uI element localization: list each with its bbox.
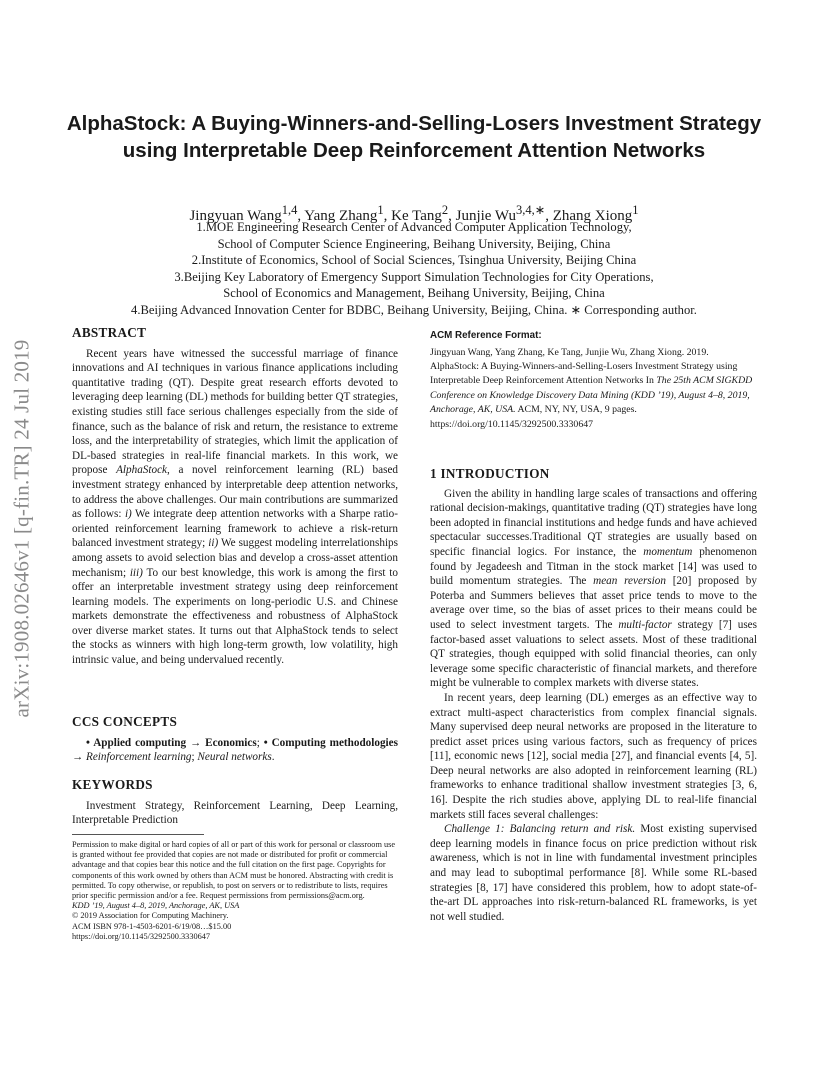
copyright-line: © 2019 Association for Computing Machinery.: [72, 911, 229, 921]
footnote-rule: [72, 834, 204, 835]
abstract-text: Recent years have witnessed the successful marriage of finance innovations and AI techniques in various finance applications including quantitative trading (QT). Despite great research efforts devoted to leveraging deep learning (DL) methods for building better QT strategies, existing studies still face serious challenges especially from the side of finance, such as the balance of risk and return, the resistance to extreme loss, and the interpretability of strategies, which limit the application of DL-based strategies in real-life financial markets. In this work, we propose AlphaStock, a novel reinforcement learning (RL) based investment strategy enhanced by interpretable deep attention networks, to address the above challenges. Our main contributions are summarized as follows: i) We integrate deep attention networks with a Sharpe ratio-oriented reinforcement learning framework to achieve a risk-return balanced investment strategy; ii) We suggest modeling interrelationships among assets to avoid selection bias and develop a cross-asset attention mechanism; iii) To our best knowledge, this work is among the first to offer an interpretable investment strategy using deep reinforcement learning models. The experiments on long-periodic U.S. and Chinese markets demonstrate the effectiveness and robustness of AlphaStock over diverse market states. It turns out that AlphaStock tends to select the stocks as winners with high long-term growth, low volatility, high intrinsic value, and being undervalued recently.: [72, 347, 399, 667]
abstract-heading: ABSTRACT: [72, 325, 147, 340]
introduction-heading: 1 INTRODUCTION: [430, 466, 550, 481]
author: Jingyuan Wang$^{1,4}$,: [189, 203, 305, 224]
keywords-heading: KEYWORDS: [72, 777, 153, 792]
keywords-text: Investment Strategy, Reinforcement Learning, Deep Learning, Interpretable Prediction: [72, 799, 398, 827]
intro-paragraph: In recent years, deep learning (DL) emerges as an effective way to extract multi-aspect characteristics from complex financial signals. Many supervised deep neural networks are proposed in the literature to predict asset prices using various factors, such as frequency of prices [11], economic news [12], social media [27], and financial events [4, 5]. Deep neural networks are also adopted in reinforcement learning (RL) frameworks to enhance traditional shallow investment strategies [3, 6, 16]. Despite the rich studies above, applying DL to real-life financial markets still faces several challenges:: [430, 691, 757, 821]
affiliation-list: [60, 219, 768, 318]
affiliation-line: 4.Beijing Advanced Innovation Center for BDBC, Beihang University, Beijing, China. ∗ Corresponding author.: [131, 302, 697, 317]
doi-line: https://doi.org/10.1145/3292500.3330647: [72, 931, 211, 941]
author: Ke Tang$^2$,: [391, 203, 456, 224]
permission-block: [72, 834, 398, 942]
arxiv-identifier: arXiv:1908.02646v1 [q-fin.TR] 24 Jul 2019: [9, 339, 34, 718]
abstract-section: [72, 326, 398, 668]
acm-reference-heading: ACM Reference Format:: [430, 330, 542, 341]
permission-text: Permission to make digital or hard copies of all or part of this work for personal or classroom use is granted without fee provided that copies are not made or distributed for profit or commercial advantage and that copies bear this notice and the full citation on the first page. Copyrights for components of this work owned by others than ACM must be honored. Abstracting with credit is permitted. To copy otherwise, or republish, to post on servers or to redistribute to lists, requires prior specific permission and/or a fee. Request permissions from permissions@acm.org.: [72, 840, 396, 901]
intro-paragraph: Challenge 1: Balancing return and risk. Most existing supervised deep learning models in finance focus on price prediction without risk awareness, which is not in line with fundamental investment principles and may lead to suboptimal performance [8]. While some RL-based strategies [8, 17] have considered this problem, how to adopt state-of-the-art DL approaches into risk-return-balanced RL frameworks, is yet not well studied.: [430, 823, 758, 923]
intro-paragraph: Given the ability in handling large scales of transactions and offering rational decision-makings, quantitative trading (QT) strategies have long been adopted in financial institutions and hedge funds and have achieved spectacular successes.Traditional QT strategies are usually based on specific financial logics. For instance, the momentum phenomenon found by Jegadeesh and Titman in the stock market [14] was used to build momentum strategies. The mean reversion [20] proposed by Poterba and Summers believes that asset price tends to move to the average over time, so the bias of asset prices to their means could be used to select investment targets. The multi-factor strategy [7] uses factor-based asset valuations to select assets. Most of these traditional QT strategies, though equipped with solid financial theories, can only leverage some specific characteristic of financial markets, and therefore might be vulnerable to complex markets with diverse states.: [430, 487, 758, 690]
affiliation-line: 2.Institute of Economics, School of Social Sciences, Tsinghua University, Beijing China: [191, 253, 637, 267]
ccs-text: • Applied computing → Economics; • Computing methodologies → Reinforcement learning; Neural networks.: [72, 736, 398, 764]
affiliation-line: 1.MOE Engineering Research Center of Advanced Computer Application Technology,: [196, 220, 632, 234]
acm-reference: [430, 329, 757, 432]
ccs-section: [72, 715, 398, 765]
affiliation-line: School of Economics and Management, Beihang University, Beijing, China: [223, 286, 605, 300]
author: Zhang Xiong$^1$: [552, 203, 639, 224]
introduction-section: [430, 467, 757, 924]
acm-reference-text: Jingyuan Wang, Yang Zhang, Ke Tang, Junjie Wu, Zhang Xiong. 2019. AlphaStock: A Buying-Winners-and-Selling-Losers Investment Strategy using Interpretable Deep Reinforcement Attention Networks In The 25th ACM SIGKDD Conference on Knowledge Discovery Data Mining (KDD ’19), August 4–8, 2019, Anchorage, AK, USA. ACM, NY, NY, USA, 9 pages. https://doi.org/10.1145/3292500.3330647: [430, 346, 753, 430]
ccs-heading: CCS CONCEPTS: [72, 714, 178, 729]
isbn-line: ACM ISBN 978-1-4503-6201-6/19/08…$15.00: [72, 921, 232, 931]
keywords-section: [72, 778, 398, 828]
author: Yang Zhang$^1$,: [304, 203, 392, 224]
affiliation-line: 3.Beijing Key Laboratory of Emergency Support Simulation Technologies for City Operations,: [174, 269, 654, 284]
conference-info: KDD ’19, August 4–8, 2019, Anchorage, AK, USA: [72, 901, 240, 911]
author: Junjie $Wu^{3,4,∗}$,: [455, 203, 553, 224]
affiliation-line: School of Computer Science Engineering, Beihang University, Beijing, China: [217, 236, 611, 251]
paper-title: AlphaStock: A Buying-Winners-and-Selling-Losers Investment Strategy using Interpretable Deep Reinforcement Attention Networks: [66, 112, 762, 162]
